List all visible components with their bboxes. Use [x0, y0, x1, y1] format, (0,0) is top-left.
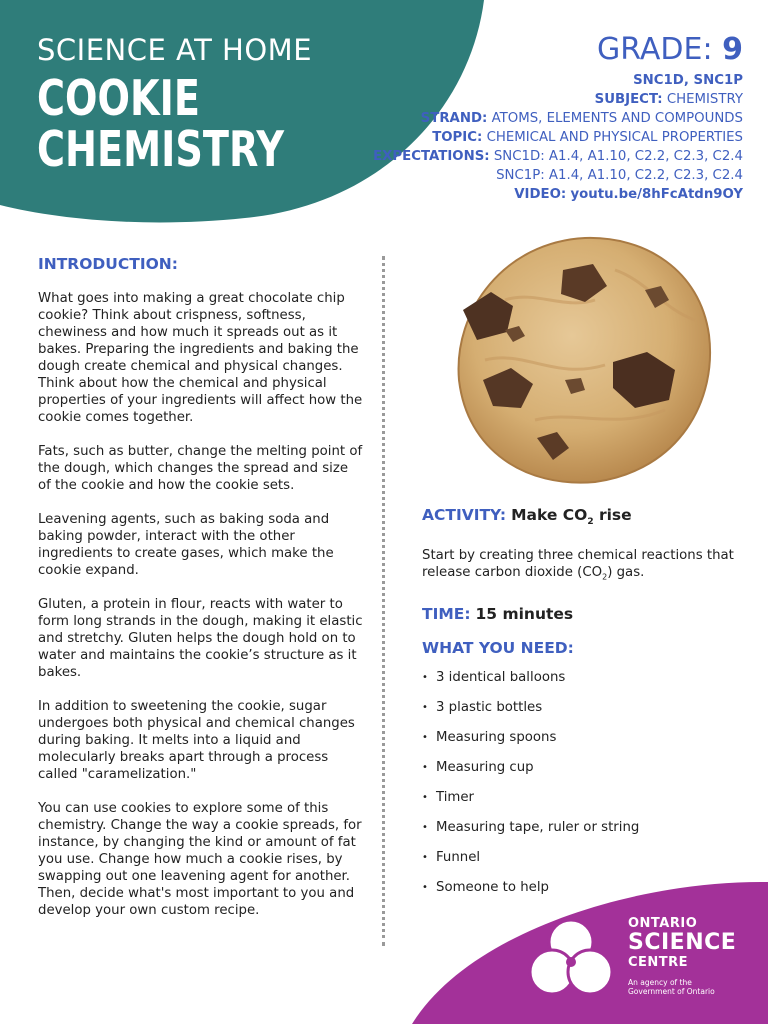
bullet-icon: • — [422, 881, 428, 893]
what-you-need-heading: WHAT YOU NEED: — [422, 638, 574, 657]
title-line-1: COOKIE — [37, 70, 200, 127]
expectations-label: EXPECTATIONS: — [373, 149, 490, 164]
list-item: • 3 identical balloons — [422, 669, 566, 685]
strand-value: ATOMS, ELEMENTS AND COMPOUNDS — [491, 111, 743, 126]
bullet-icon: • — [422, 791, 428, 803]
intro-paragraph: What goes into making a great chocolate chip cookie? Think about crispness, softness, chewiness and how much it spreads out as it bakes. Preparing the ingredients and baking the dough create chemical and physical changes. Think about how the chemical and physical properties of your ingredients will affect how the cookie comes together. — [38, 291, 363, 425]
expectations-value-1: SNC1D: A1.4, A1.10, C2.2, C2.3, C2.4 — [493, 149, 743, 164]
subject-label: SUBJECT: — [594, 92, 663, 107]
grade-label: GRADE: — [597, 32, 713, 67]
activity-label: ACTIVITY: — [422, 506, 507, 524]
list-item: • Measuring cup — [422, 759, 534, 775]
grade — [373, 33, 743, 67]
activity-title: Make $CO_2$ rise — [511, 506, 632, 528]
logo-line-3: CENTRE — [628, 955, 689, 970]
science-centre-logo — [628, 916, 736, 996]
science-centre-logo-icon — [528, 918, 614, 998]
expectations-line-1 — [373, 147, 743, 166]
logo-line-1: ONTARIO — [628, 916, 698, 931]
introduction-heading: INTRODUCTION: — [38, 255, 178, 273]
time-line — [422, 603, 752, 625]
logo-line-2: SCIENCE — [628, 930, 737, 955]
video-line[interactable] — [373, 185, 743, 204]
time-value: 15 minutes — [475, 604, 574, 623]
topic-line — [373, 128, 743, 147]
activity-section — [422, 504, 752, 909]
video-label: VIDEO: — [514, 187, 567, 202]
series-label: SCIENCE AT HOME — [37, 33, 313, 67]
activity-description: Start by creating three chemical reactions that release carbon dioxide $(CO_2)$ gas. — [422, 548, 734, 582]
list-item: • 3 plastic bottles — [422, 699, 543, 715]
bullet-icon: • — [422, 851, 428, 863]
grade-value: 9 — [722, 32, 743, 67]
course-codes: SNC1D, SNC1P — [633, 73, 743, 88]
strand-line — [373, 109, 743, 128]
topic-label: TOPIC: — [432, 130, 483, 145]
column-divider — [382, 256, 385, 946]
time-label: TIME: — [422, 604, 471, 623]
title-line-2: CHEMISTRY — [37, 121, 285, 178]
expectations-line-2 — [373, 166, 743, 185]
bullet-icon: • — [422, 731, 428, 743]
intro-paragraph: Fats, such as butter, change the melting point of the dough, which changes the spread and size of the cookie and how the cookie sets. — [38, 444, 363, 493]
materials-list — [422, 669, 752, 896]
intro-paragraph: In addition to sweetening the cookie, sugar undergoes both physical and chemical changes during baking. It melts into a liquid and molecularly breaks apart through a process called "caramelization." — [38, 699, 355, 782]
topic-value: CHEMICAL AND PHYSICAL PROPERTIES — [486, 130, 743, 145]
bullet-icon: • — [422, 671, 428, 683]
video-link[interactable]: youtu.be/8hFcAtdn9OY — [570, 187, 743, 202]
list-item: • Timer — [422, 789, 475, 805]
page-title — [37, 70, 285, 178]
header-meta — [373, 33, 743, 204]
list-item: • Someone to help — [422, 879, 549, 895]
cookie-image — [445, 230, 725, 490]
list-item: • Funnel — [422, 849, 481, 865]
bullet-icon: • — [422, 701, 428, 713]
expectations-value-2: SNC1P: A1.4, A1.10, C2.2, C2.3, C2.4 — [496, 168, 743, 183]
list-item: • Measuring tape, ruler or string — [422, 819, 640, 835]
what-you-need — [422, 639, 752, 896]
strand-label: STRAND: — [420, 111, 488, 126]
list-item: • Measuring spoons — [422, 729, 557, 745]
introduction-section — [38, 256, 364, 936]
logo-tagline: An agency of the Government of Ontario — [628, 978, 715, 996]
bullet-icon: • — [422, 821, 428, 833]
intro-paragraph: Gluten, a protein in flour, reacts with water to form long strands in the dough, making it elastic and stretchy. Gluten helps the dough hold on to water and maintains the cookie’s structure as it bakes. — [38, 597, 363, 680]
bullet-icon: • — [422, 761, 428, 773]
header-left — [37, 33, 354, 178]
intro-paragraph: Leavening agents, such as baking soda and baking powder, interact with the other ingredients to create gases, which make the cookie expand. — [38, 512, 334, 578]
subject-value: CHEMISTRY — [666, 92, 743, 107]
subject-line — [373, 90, 743, 109]
intro-paragraph: You can use cookies to explore some of this chemistry. Change the way a cookie spreads, for instance, by changing the kind or amount of fat you use. Change how much a cookie rises, by swapping out one leavening agent for another. Then, decide what's most important to you and develop your own custom recipe. — [38, 801, 362, 918]
activity-heading — [422, 504, 752, 533]
